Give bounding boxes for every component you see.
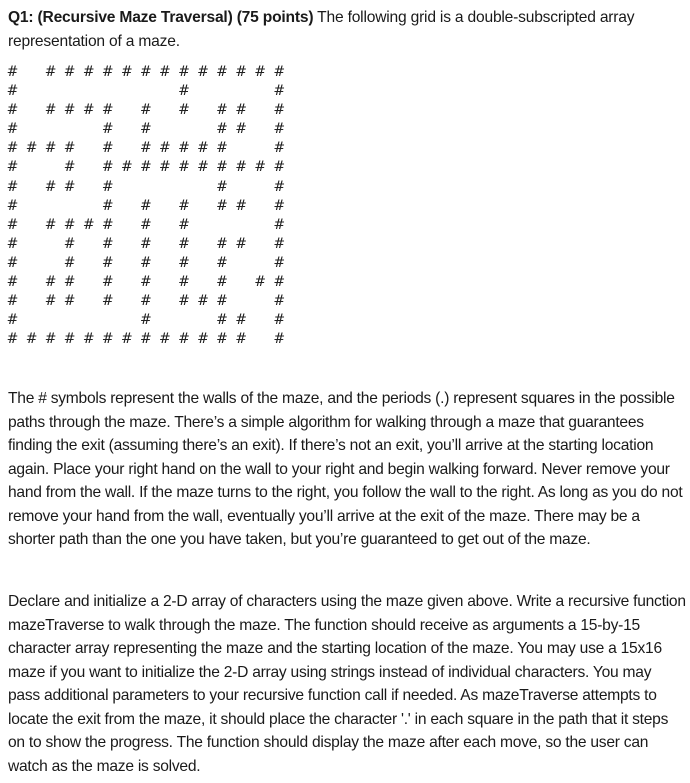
maze-open-cell <box>155 216 174 235</box>
maze-wall-cell: # <box>101 64 114 80</box>
maze-open-cell <box>193 235 212 254</box>
maze-wall-cell: # <box>101 293 114 310</box>
maze-wall-cell: # <box>216 254 228 271</box>
maze-wall-cell: # <box>139 159 152 176</box>
maze-open-cell <box>41 254 60 273</box>
maze-row <box>3 178 289 197</box>
maze-wall-cell: # <box>44 293 57 310</box>
maze-open-cell <box>22 101 41 120</box>
maze-wall-cell: # <box>235 235 247 252</box>
maze-wall-cell: # <box>235 64 247 80</box>
maze-row <box>3 273 289 292</box>
paragraph-algorithm: The # symbols represent the walls of the maze, and the periods (.) represent squares in the possible paths through the maze. There’s a simple algorithm for walking through a maze that guarantees finding the exit (assuming there’s an exit). If there’s not an exit, you’ll arrive at the starting location again. Place your right hand on the wall to your right and begin walking forward. Never remove your hand from the wall. If the maze turns to the right, you follow the wall to the right. As long as you do not remove your hand from the wall, eventually you’ll arrive at the exit of the maze. There may be a shorter path than the one you have taken, but you’re guaranteed to get out of the maze. <box>8 390 683 548</box>
maze-open-cell <box>155 254 174 273</box>
maze-open-cell <box>60 120 79 139</box>
maze-open-cell <box>117 197 136 216</box>
maze-wall-cell: # <box>139 102 152 119</box>
maze-wall-cell: # <box>235 197 247 214</box>
maze-open-cell <box>232 292 251 311</box>
maze-row <box>3 254 289 273</box>
maze-open-cell <box>193 82 212 101</box>
maze-wall-cell: # <box>120 159 133 176</box>
maze-open-cell <box>22 158 41 177</box>
maze-wall-cell: # <box>216 140 228 157</box>
maze-wall-cell: # <box>178 254 190 271</box>
maze-wall-cell: # <box>63 140 76 157</box>
maze-row <box>3 216 289 235</box>
maze-open-cell <box>193 273 212 292</box>
maze-wall-cell: # <box>139 274 152 291</box>
maze-wall-cell: # <box>44 102 57 119</box>
maze-grid <box>3 63 289 349</box>
maze-row <box>3 82 289 101</box>
maze-wall-cell: # <box>101 197 114 214</box>
maze-open-cell <box>155 235 174 254</box>
maze-wall-cell: # <box>6 312 19 329</box>
maze-open-cell <box>117 254 136 273</box>
maze-wall-cell: # <box>216 293 228 310</box>
maze-wall-cell: # <box>6 216 19 233</box>
maze-wall-cell: # <box>101 159 114 176</box>
maze-wall-cell: # <box>159 140 171 157</box>
maze-open-cell <box>193 178 212 197</box>
maze-wall-cell: # <box>216 102 228 119</box>
maze-wall-cell: # <box>139 331 152 348</box>
maze-wall-cell: # <box>197 140 209 157</box>
maze-row <box>3 330 289 349</box>
maze-open-cell <box>117 216 136 235</box>
maze-open-cell <box>136 82 155 101</box>
maze-open-cell <box>22 178 41 197</box>
maze-wall-cell: # <box>6 274 19 291</box>
maze-open-cell <box>155 197 174 216</box>
maze-wall-cell: # <box>25 331 38 348</box>
maze-wall-cell: # <box>120 331 133 348</box>
maze-wall-cell: # <box>273 178 286 195</box>
maze-wall-cell: # <box>273 331 286 348</box>
maze-wall-cell: # <box>44 216 57 233</box>
maze-wall-cell: # <box>44 140 57 157</box>
maze-wall-cell: # <box>254 274 266 291</box>
maze-wall-cell: # <box>273 235 286 252</box>
maze-open-cell <box>117 120 136 139</box>
maze-wall-cell: # <box>63 64 76 80</box>
maze-wall-cell: # <box>178 64 190 80</box>
maze-wall-cell: # <box>178 83 190 100</box>
maze-open-cell <box>174 120 193 139</box>
maze-open-cell <box>232 178 251 197</box>
maze-open-cell <box>193 311 212 330</box>
maze-wall-cell: # <box>159 64 171 80</box>
maze-open-cell <box>22 254 41 273</box>
maze-wall-cell: # <box>178 159 190 176</box>
maze-wall-cell: # <box>178 331 190 348</box>
maze-open-cell <box>117 82 136 101</box>
maze-row <box>3 120 289 139</box>
maze-row <box>3 197 289 216</box>
maze-wall-cell: # <box>139 312 152 329</box>
question-label: Q1: (Recursive Maze Traversal) (75 points) <box>8 9 314 26</box>
maze-open-cell <box>232 273 251 292</box>
maze-open-cell <box>79 158 98 177</box>
maze-wall-cell: # <box>6 140 19 157</box>
maze-wall-cell: # <box>44 331 57 348</box>
maze-wall-cell: # <box>273 216 286 233</box>
maze-wall-cell: # <box>235 121 247 138</box>
maze-wall-cell: # <box>178 293 190 310</box>
maze-open-cell <box>98 311 117 330</box>
maze-open-cell <box>22 63 41 82</box>
maze-row <box>3 292 289 311</box>
maze-open-cell <box>22 273 41 292</box>
maze-wall-cell: # <box>139 293 152 310</box>
maze-open-cell <box>251 311 270 330</box>
maze-wall-cell: # <box>273 140 286 157</box>
maze-row <box>3 311 289 330</box>
maze-wall-cell: # <box>197 293 209 310</box>
maze-wall-cell: # <box>178 274 190 291</box>
maze-row <box>3 235 289 254</box>
maze-wall-cell: # <box>139 235 152 252</box>
maze-open-cell <box>79 311 98 330</box>
maze-open-cell <box>117 178 136 197</box>
maze-wall-cell: # <box>63 235 76 252</box>
maze-wall-cell: # <box>178 216 190 233</box>
paragraph-instructions: Declare and initialize a 2-D array of characters using the maze given above. Write a recursive function mazeTraverse to walk through the maze. The function should receive as arguments a 15-by-15 character array representing the maze and the starting location of the maze. You may use a 15x16 maze if you want to initialize the 2-D array using strings instead of individual characters. You may pass additional parameters to your recursive function call if needed. As mazeTraverse attempts to locate the exit from the maze, it should place the character '.' in each square in the path that it steps on to show the progress. The function should display the maze after each move, so the user can watch as the maze is solved. <box>8 593 686 775</box>
maze-open-cell <box>155 292 174 311</box>
maze-wall-cell: # <box>216 64 228 80</box>
maze-wall-cell: # <box>44 274 57 291</box>
maze-open-cell <box>22 120 41 139</box>
maze-wall-cell: # <box>101 216 114 233</box>
maze-wall-cell: # <box>139 216 152 233</box>
maze-open-cell <box>98 82 117 101</box>
maze-wall-cell: # <box>120 64 133 80</box>
maze-open-cell <box>79 178 98 197</box>
maze-wall-cell: # <box>216 235 228 252</box>
maze-wall-cell: # <box>197 331 209 348</box>
maze-open-cell <box>251 178 270 197</box>
maze-open-cell <box>251 101 270 120</box>
maze-wall-cell: # <box>254 159 266 176</box>
maze-open-cell <box>22 311 41 330</box>
maze-wall-cell: # <box>6 197 19 214</box>
maze-row <box>3 139 289 158</box>
maze-wall-cell: # <box>159 331 171 348</box>
maze-wall-cell: # <box>273 312 286 329</box>
maze-wall-cell: # <box>254 64 266 80</box>
maze-open-cell <box>155 311 174 330</box>
maze-wall-cell: # <box>139 140 152 157</box>
maze-wall-cell: # <box>273 83 286 100</box>
maze-wall-cell: # <box>235 102 247 119</box>
maze-open-cell <box>79 197 98 216</box>
maze-wall-cell: # <box>6 121 19 138</box>
maze-open-cell <box>22 292 41 311</box>
maze-wall-cell: # <box>63 293 76 310</box>
maze-wall-cell: # <box>216 274 228 291</box>
maze-wall-cell: # <box>178 140 190 157</box>
maze-open-cell <box>41 197 60 216</box>
maze-wall-cell: # <box>101 121 114 138</box>
maze-open-cell <box>251 82 270 101</box>
maze-wall-cell: # <box>139 64 152 80</box>
maze-wall-cell: # <box>63 331 76 348</box>
maze-open-cell <box>117 311 136 330</box>
maze-wall-cell: # <box>178 197 190 214</box>
maze-open-cell <box>41 82 60 101</box>
maze-open-cell <box>117 235 136 254</box>
maze-wall-cell: # <box>63 178 76 195</box>
maze-open-cell <box>22 82 41 101</box>
maze-open-cell <box>79 235 98 254</box>
maze-open-cell <box>155 120 174 139</box>
maze-row <box>3 158 289 177</box>
maze-open-cell <box>22 216 41 235</box>
maze-open-cell <box>79 254 98 273</box>
maze-row <box>3 63 289 82</box>
maze-wall-cell: # <box>139 121 152 138</box>
question-heading <box>8 6 683 53</box>
maze-wall-cell: # <box>6 178 19 195</box>
maze-wall-cell: # <box>6 293 19 310</box>
maze-open-cell <box>60 197 79 216</box>
maze-open-cell <box>22 235 41 254</box>
maze-wall-cell: # <box>101 140 114 157</box>
maze-open-cell <box>251 216 270 235</box>
maze-wall-cell: # <box>235 159 247 176</box>
maze-open-cell <box>232 254 251 273</box>
maze-open-cell <box>232 139 251 158</box>
maze-open-cell <box>136 178 155 197</box>
maze-wall-cell: # <box>197 159 209 176</box>
maze-open-cell <box>251 330 270 349</box>
maze-open-cell <box>251 235 270 254</box>
maze-wall-cell: # <box>235 331 247 348</box>
maze-wall-cell: # <box>44 178 57 195</box>
maze-open-cell <box>60 82 79 101</box>
maze-open-cell <box>60 311 79 330</box>
maze-open-cell <box>251 292 270 311</box>
maze-wall-cell: # <box>273 121 286 138</box>
maze-wall-cell: # <box>216 197 228 214</box>
maze-wall-cell: # <box>82 216 95 233</box>
maze-wall-cell: # <box>101 102 114 119</box>
maze-wall-cell: # <box>6 331 19 348</box>
maze-wall-cell: # <box>6 235 19 252</box>
maze-open-cell <box>193 254 212 273</box>
maze-open-cell <box>251 197 270 216</box>
maze-open-cell <box>174 311 193 330</box>
maze-wall-cell: # <box>273 293 286 310</box>
maze-open-cell <box>213 82 232 101</box>
maze-open-cell <box>213 216 232 235</box>
maze-open-cell <box>41 158 60 177</box>
maze-open-cell <box>155 273 174 292</box>
maze-wall-cell: # <box>82 102 95 119</box>
maze-open-cell <box>232 216 251 235</box>
maze-open-cell <box>232 82 251 101</box>
maze-open-cell <box>155 178 174 197</box>
maze-open-cell <box>41 120 60 139</box>
maze-open-cell <box>79 120 98 139</box>
maze-wall-cell: # <box>216 159 228 176</box>
maze-wall-cell: # <box>216 331 228 348</box>
maze-open-cell <box>193 197 212 216</box>
maze-wall-cell: # <box>82 331 95 348</box>
maze-open-cell <box>79 273 98 292</box>
maze-wall-cell: # <box>178 102 190 119</box>
maze-open-cell <box>174 178 193 197</box>
maze-wall-cell: # <box>82 64 95 80</box>
maze-open-cell <box>193 120 212 139</box>
maze-open-cell <box>117 101 136 120</box>
maze-wall-cell: # <box>101 254 114 271</box>
maze-wall-cell: # <box>197 64 209 80</box>
maze-open-cell <box>41 311 60 330</box>
maze-wall-cell: # <box>6 83 19 100</box>
maze-wall-cell: # <box>101 274 114 291</box>
maze-wall-cell: # <box>216 312 228 329</box>
maze-wall-cell: # <box>216 121 228 138</box>
maze-wall-cell: # <box>273 197 286 214</box>
maze-open-cell <box>117 292 136 311</box>
maze-wall-cell: # <box>25 140 38 157</box>
maze-row <box>3 101 289 120</box>
maze-wall-cell: # <box>6 64 19 80</box>
maze-open-cell <box>79 139 98 158</box>
maze-wall-cell: # <box>63 254 76 271</box>
maze-wall-cell: # <box>101 178 114 195</box>
maze-wall-cell: # <box>273 64 286 80</box>
maze-wall-cell: # <box>273 102 286 119</box>
maze-open-cell <box>79 292 98 311</box>
maze-wall-cell: # <box>159 159 171 176</box>
maze-wall-cell: # <box>63 216 76 233</box>
maze-wall-cell: # <box>139 197 152 214</box>
maze-wall-cell: # <box>6 102 19 119</box>
maze-open-cell <box>117 273 136 292</box>
maze-open-cell <box>155 101 174 120</box>
maze-wall-cell: # <box>6 159 19 176</box>
maze-wall-cell: # <box>273 159 286 176</box>
maze-open-cell <box>251 139 270 158</box>
maze-wall-cell: # <box>139 254 152 271</box>
maze-wall-cell: # <box>6 254 19 271</box>
maze-open-cell <box>251 254 270 273</box>
maze-open-cell <box>41 235 60 254</box>
maze-wall-cell: # <box>235 312 247 329</box>
maze-wall-cell: # <box>273 274 286 291</box>
maze-wall-cell: # <box>273 254 286 271</box>
maze-open-cell <box>79 82 98 101</box>
maze-wall-cell: # <box>63 102 76 119</box>
maze-open-cell <box>22 197 41 216</box>
maze-open-cell <box>193 101 212 120</box>
question-intro: The following grid is a double-subscripted array representation of a maze. <box>8 9 635 50</box>
maze-open-cell <box>155 82 174 101</box>
maze-open-cell <box>251 120 270 139</box>
maze-wall-cell: # <box>101 331 114 348</box>
maze-wall-cell: # <box>63 274 76 291</box>
maze-wall-cell: # <box>63 159 76 176</box>
maze-wall-cell: # <box>101 235 114 252</box>
maze-wall-cell: # <box>216 178 228 195</box>
maze-wall-cell: # <box>178 235 190 252</box>
maze-open-cell <box>117 139 136 158</box>
maze-open-cell <box>193 216 212 235</box>
maze-wall-cell: # <box>44 64 57 80</box>
